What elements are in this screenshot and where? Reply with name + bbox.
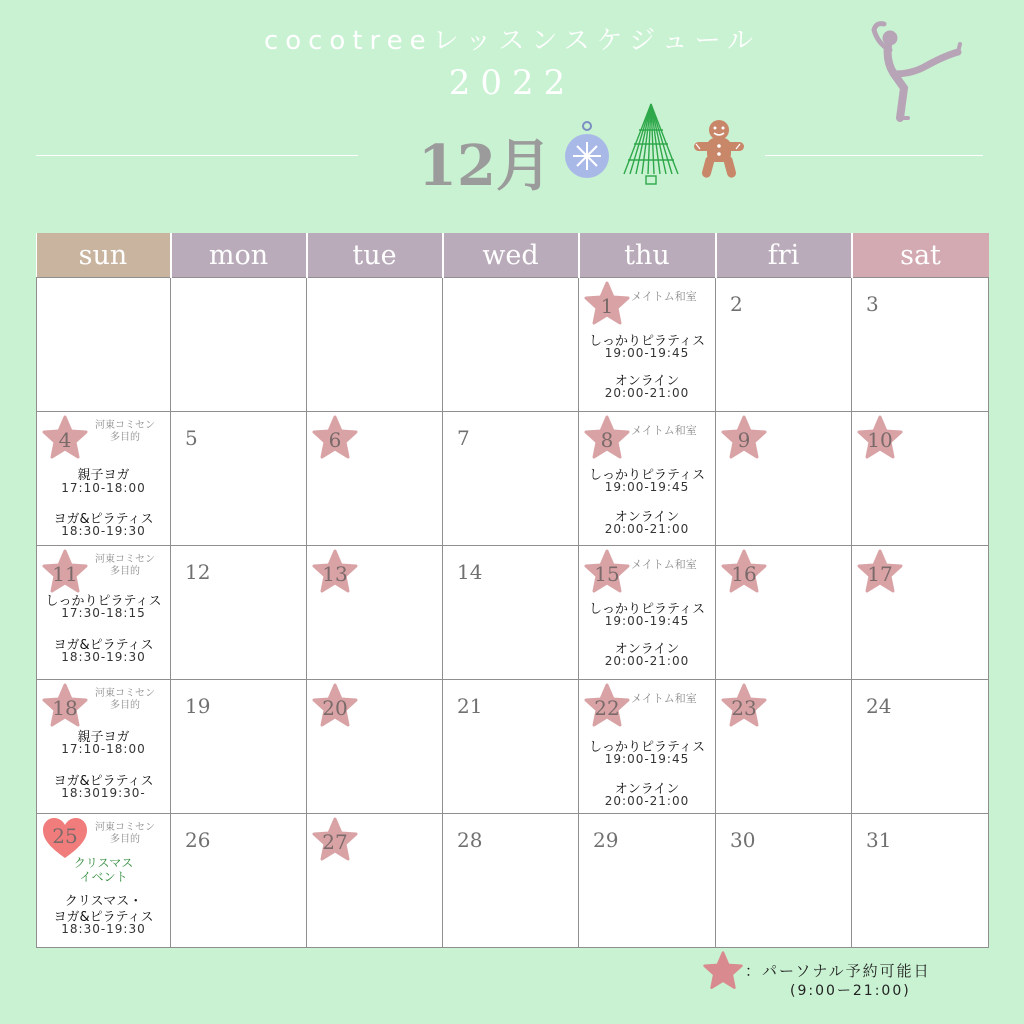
- day-cell-6: [307, 412, 443, 546]
- day-number: 9: [737, 428, 751, 452]
- day-number: 24: [866, 694, 892, 718]
- day-number: 21: [457, 694, 483, 718]
- day-cell-8: [579, 412, 716, 546]
- day-cell-20: [307, 680, 443, 814]
- lesson-name: 親子ヨガ: [77, 468, 130, 483]
- lesson-time: 20:00-21:00: [604, 522, 690, 536]
- day-cell-empty: [307, 278, 443, 412]
- calendar-grid: [36, 233, 989, 948]
- week-row: [37, 278, 989, 412]
- day-cell-3: [852, 278, 989, 412]
- day-number: 1: [600, 294, 614, 318]
- day-cell-29: [579, 814, 716, 948]
- day-number: 16: [731, 562, 757, 586]
- lesson-time: 19:00-19:45: [604, 480, 690, 494]
- lesson-time: 18:3019:30-: [61, 786, 146, 800]
- divider-right: [765, 155, 983, 156]
- day-number: 6: [328, 428, 342, 452]
- lesson-time: 19:00-19:45: [604, 614, 690, 628]
- year-label: 2022: [448, 63, 576, 103]
- day-number: 11: [52, 562, 78, 586]
- lesson-name: 親子ヨガ: [77, 730, 130, 745]
- weekday-mon: mon: [171, 233, 307, 278]
- week-row: [37, 814, 989, 948]
- lesson-name: しっかりピラティス: [589, 602, 705, 617]
- star-icon: [583, 280, 631, 328]
- day-cell-27: [307, 814, 443, 948]
- day-cell-4: [37, 412, 171, 546]
- star-icon: [583, 682, 631, 730]
- lesson-time: 17:10-18:00: [61, 742, 146, 756]
- venue-label: メイトム和室: [631, 692, 697, 705]
- day-number: 14: [457, 560, 483, 584]
- venue-line: 多目的: [110, 432, 140, 443]
- day-number: 26: [185, 828, 211, 852]
- lesson-name: オンライン: [614, 374, 680, 389]
- christmas-tree-icon: [620, 100, 682, 188]
- week-row: [37, 412, 989, 546]
- day-cell-17: [852, 546, 989, 680]
- day-number: 22: [594, 696, 620, 720]
- day-number: 17: [867, 562, 893, 586]
- day-number: 7: [457, 426, 470, 450]
- venue-label: [89, 822, 161, 846]
- venue-label: [89, 688, 161, 712]
- legend-star-icon: [702, 950, 744, 992]
- venue-label: メイトム和室: [631, 424, 697, 437]
- day-cell-31: [852, 814, 989, 948]
- day-cell-28: [443, 814, 579, 948]
- star-icon: [311, 548, 359, 596]
- event-label: クリスマス: [73, 856, 134, 870]
- lesson-name: クリスマス・: [64, 894, 143, 909]
- lesson-name: オンライン: [614, 642, 680, 657]
- lesson-name: ヨガ&ピラティス: [53, 512, 154, 527]
- lesson-time: 20:00-21:00: [604, 794, 690, 808]
- star-icon: [41, 682, 89, 730]
- day-cell-30: [716, 814, 852, 948]
- weekday-tue: tue: [307, 233, 443, 278]
- star-icon: [856, 414, 904, 462]
- day-cell-16: [716, 546, 852, 680]
- weekday-header-row: [37, 233, 989, 278]
- venue-line: 河東コミセン: [95, 688, 155, 699]
- day-cell-19: [171, 680, 307, 814]
- star-icon: [720, 548, 768, 596]
- day-cell-13: [307, 546, 443, 680]
- weekday-thu: thu: [579, 233, 716, 278]
- gingerbread-man-icon: [692, 118, 746, 180]
- day-cell-7: [443, 412, 579, 546]
- day-cell-15: [579, 546, 716, 680]
- weekday-sun: sun: [37, 233, 171, 278]
- day-number: 18: [52, 696, 78, 720]
- day-number: 19: [185, 694, 211, 718]
- month-label: 12月: [418, 133, 552, 199]
- ornament-icon: [562, 118, 612, 182]
- star-icon: [583, 414, 631, 462]
- day-number: 4: [58, 428, 72, 452]
- venue-line: 河東コミセン: [95, 822, 155, 833]
- star-icon: [311, 816, 359, 864]
- lesson-name: しっかりピラティス: [589, 468, 705, 483]
- star-icon: [720, 414, 768, 462]
- day-cell-5: [171, 412, 307, 546]
- day-number: 15: [594, 562, 620, 586]
- lesson-time: 17:30-18:15: [61, 606, 146, 620]
- lesson-name: しっかりピラティス: [589, 334, 705, 349]
- day-cell-empty: [171, 278, 307, 412]
- star-icon: [41, 548, 89, 596]
- lesson-time: 18:30-19:30: [61, 524, 146, 538]
- day-cell-empty: [37, 278, 171, 412]
- lesson-name: ヨガ&ピラティス: [53, 910, 154, 925]
- day-cell-empty: [443, 278, 579, 412]
- lesson-time: 19:00-19:45: [604, 752, 690, 766]
- venue-label: メイトム和室: [631, 290, 697, 303]
- venue-line: 多目的: [110, 566, 140, 577]
- day-number: 10: [867, 428, 893, 452]
- day-number: 13: [322, 562, 348, 586]
- day-number: 30: [730, 828, 756, 852]
- yoga-silhouette-icon: [860, 14, 964, 122]
- lesson-time: 20:00-21:00: [604, 654, 690, 668]
- lesson-name: オンライン: [614, 782, 680, 797]
- weekday-fri: fri: [716, 233, 852, 278]
- lesson-time: 18:30-19:30: [61, 922, 146, 936]
- event-label: イベント: [79, 870, 128, 884]
- star-icon: [41, 414, 89, 462]
- star-icon: [311, 682, 359, 730]
- star-icon: [583, 548, 631, 596]
- day-number: 31: [866, 828, 892, 852]
- day-cell-9: [716, 412, 852, 546]
- week-row: [37, 546, 989, 680]
- day-number: 2: [730, 292, 743, 316]
- venue-label: [89, 554, 161, 578]
- day-cell-14: [443, 546, 579, 680]
- day-cell-12: [171, 546, 307, 680]
- star-icon: [856, 548, 904, 596]
- legend-label: ：パーソナル予約可能日: [745, 962, 931, 980]
- day-number: 20: [322, 696, 348, 720]
- lesson-name: しっかりピラティス: [589, 740, 705, 755]
- lesson-name: しっかりピラティス: [45, 594, 162, 609]
- day-cell-25: [37, 814, 171, 948]
- day-cell-1: [579, 278, 716, 412]
- day-number: 23: [731, 696, 757, 720]
- day-cell-22: [579, 680, 716, 814]
- lesson-name: ヨガ&ピラティス: [53, 774, 154, 789]
- page-title: cocotreeレッスンスケジュール: [263, 26, 761, 56]
- lesson-time: 17:10-18:00: [61, 481, 146, 495]
- lesson-name: オンライン: [614, 510, 680, 525]
- day-cell-18: [37, 680, 171, 814]
- venue-line: 多目的: [110, 834, 140, 845]
- star-icon: [720, 682, 768, 730]
- day-cell-21: [443, 680, 579, 814]
- day-cell-24: [852, 680, 989, 814]
- lesson-time: 20:00-21:00: [604, 386, 690, 400]
- day-number: 12: [185, 560, 211, 584]
- venue-line: 河東コミセン: [95, 420, 155, 431]
- day-cell-10: [852, 412, 989, 546]
- day-number: 5: [185, 426, 198, 450]
- day-number: 27: [322, 830, 348, 854]
- week-row: [37, 680, 989, 814]
- day-number: 8: [600, 428, 614, 452]
- legend-hours: (9:00ー21:00): [790, 983, 911, 999]
- venue-label: メイトム和室: [631, 558, 697, 571]
- star-icon: [311, 414, 359, 462]
- lesson-time: 19:00-19:45: [604, 346, 690, 360]
- day-cell-11: [37, 546, 171, 680]
- divider-left: [36, 155, 358, 156]
- weekday-wed: wed: [443, 233, 579, 278]
- lesson-name: ヨガ&ピラティス: [53, 638, 154, 653]
- day-number: 25: [52, 824, 78, 848]
- venue-line: 多目的: [110, 700, 140, 711]
- venue-label: [89, 420, 161, 444]
- weekday-sat: sat: [852, 233, 989, 278]
- lesson-time: 18:30-19:30: [61, 650, 146, 664]
- venue-line: 河東コミセン: [95, 554, 155, 565]
- day-number: 29: [593, 828, 619, 852]
- day-cell-26: [171, 814, 307, 948]
- day-cell-23: [716, 680, 852, 814]
- day-number: 28: [457, 828, 483, 852]
- day-number: 3: [866, 292, 879, 316]
- day-cell-2: [716, 278, 852, 412]
